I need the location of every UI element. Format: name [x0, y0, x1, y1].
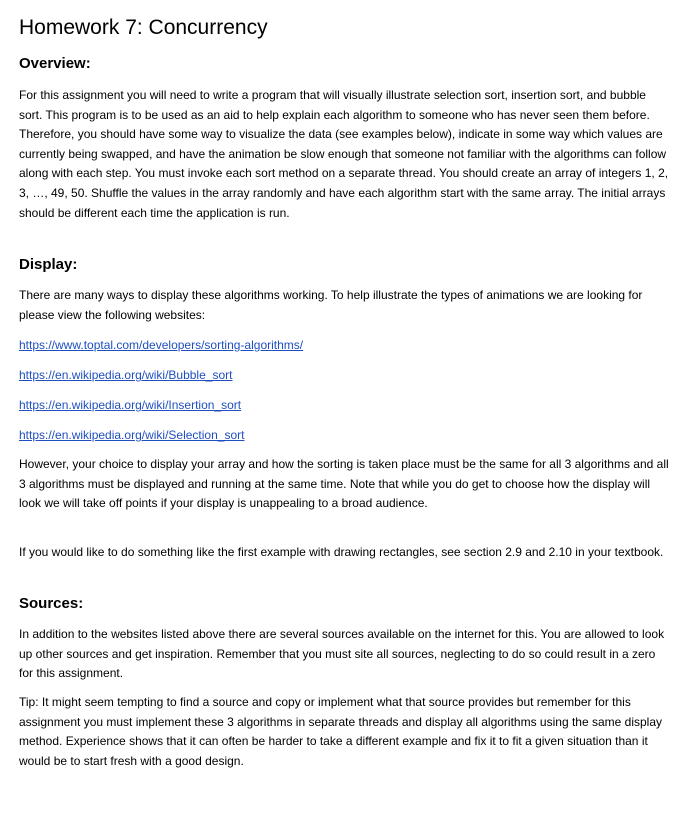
display-intro-paragraph: There are many ways to display these algorithms working. To help illustrate the types of animations we are looking for please view the following websites: — [19, 288, 643, 322]
link-wikipedia-bubble-sort[interactable]: https://en.wikipedia.org/wiki/Bubble_sort — [19, 368, 233, 382]
link-wikipedia-selection-sort[interactable]: https://en.wikipedia.org/wiki/Selection_sort — [19, 428, 245, 442]
overview-paragraph: For this assignment you will need to write a program that will visually illustrate selection sort, insertion sort, and bubble sort. This program is to be used as an aid to help explain each algorithm to someone who has never seen them before. Therefore, you should have some way to visualize the data (see examples below), indicate in some way which values are currently being swapped, and have the animation be slow enough that someone not familiar with the algorithms can follow along with each step. You must invoke each sort method on a separate thread. You should create an array of integers 1, 2, 3, …, 49, 50. Shuffle the values in the array randomly and have each algorithm start with the same array. The initial arrays should be different each time the application is run. — [19, 88, 669, 220]
display-heading: Display: — [19, 256, 78, 273]
tip-paragraph: Tip: It might seem tempting to find a source and copy or implement what that source provides but remember for this assignment you must implement these 3 algorithms in separate threads and display all algorithms using the same display method. Experience shows that it can often be harder to take a different example and fix it to fit a given situation than it would be to start fresh with a good design. — [19, 695, 662, 768]
link-wikipedia-insertion-sort[interactable]: https://en.wikipedia.org/wiki/Insertion_sort — [19, 398, 242, 412]
overview-heading: Overview: — [19, 55, 91, 72]
display-textbook-paragraph: If you would like to do something like the first example with drawing rectangles, see section 2.9 and 2.10 in your textbook. — [19, 545, 664, 559]
display-requirements-paragraph: However, your choice to display your array and how the sorting is taken place must be the same for all 3 algorithms and all 3 algorithms must be displayed and running at the same time. Note that while you do get to choose how the display will look we will take off points if your display is unappealing to a broad audience. — [19, 457, 669, 511]
sources-heading: Sources: — [19, 595, 84, 612]
link-toptal-sorting-algorithms[interactable]: https://www.toptal.com/developers/sorting-algorithms/ — [19, 338, 304, 352]
sources-paragraph: In addition to the websites listed above there are several sources available on the internet for this. You are allowed to look up other sources and get inspiration. Remember that you must site all sources, neglecting to do so could result in a zero for this assignment. — [19, 627, 665, 681]
page-title: Homework 7: Concurrency — [19, 16, 268, 39]
